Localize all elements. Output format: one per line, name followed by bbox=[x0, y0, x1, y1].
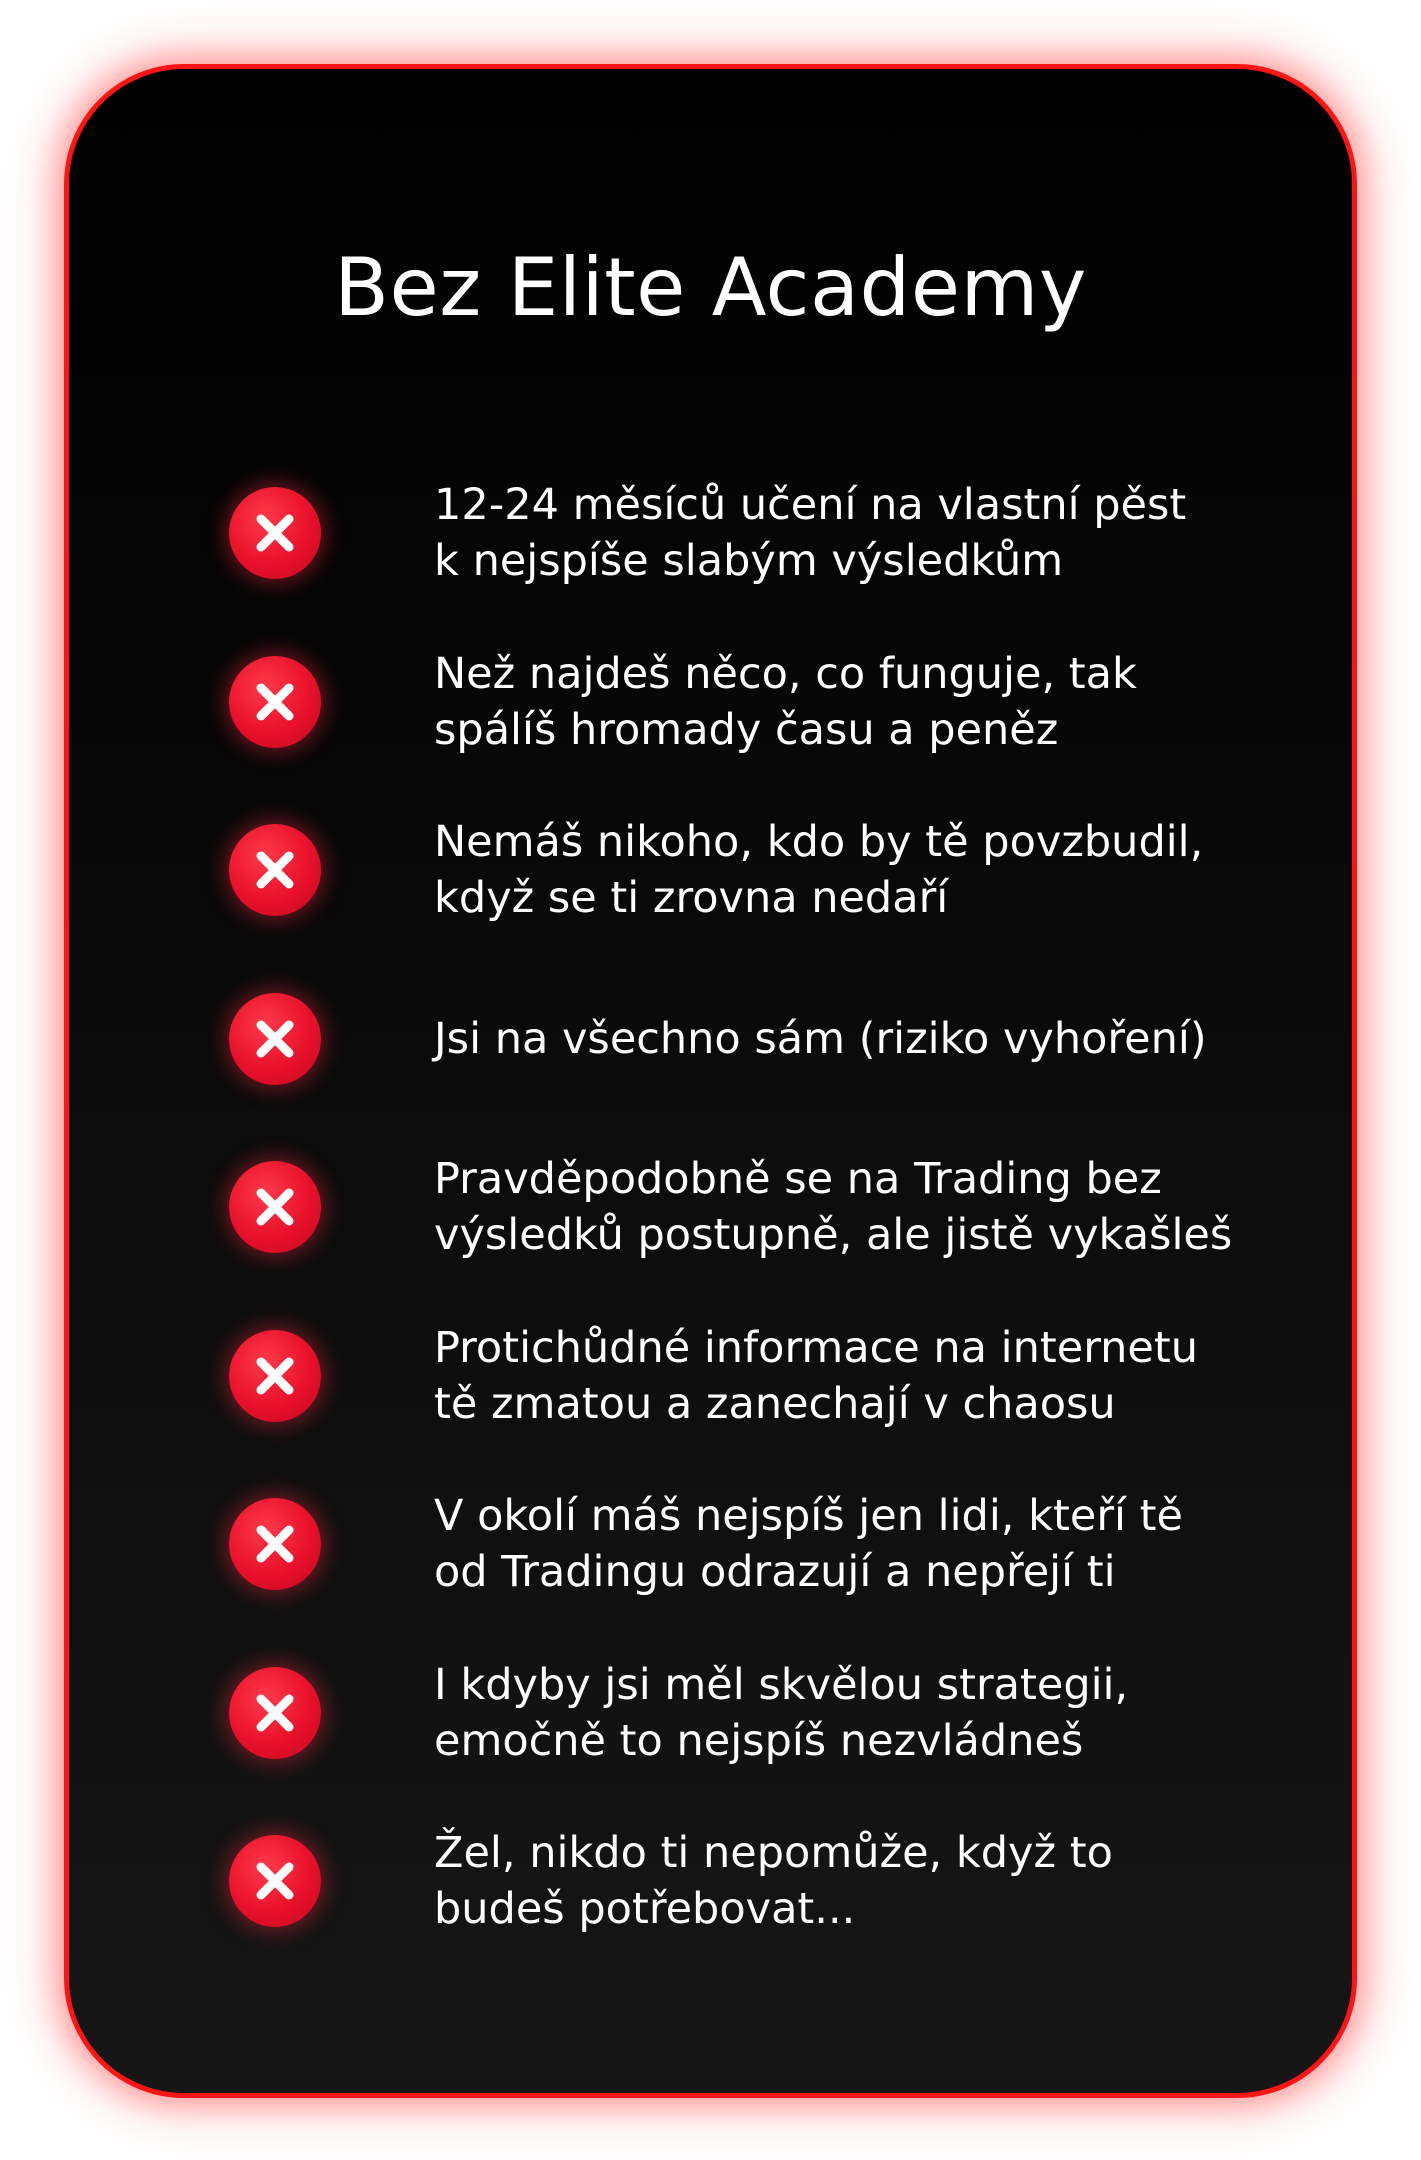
x-mark-icon bbox=[229, 1498, 321, 1590]
list-item-line: V okolí máš nejspíš jen lidi, kteří tě bbox=[434, 1491, 1183, 1542]
list-item-text bbox=[434, 1657, 1334, 1769]
list-item-line: Jsi na všechno sám (riziko vyhoření) bbox=[434, 1013, 1207, 1064]
list-item-line: výsledků postupně, ale jistě vykašleš bbox=[434, 1210, 1233, 1261]
x-mark-icon bbox=[229, 1330, 321, 1422]
list-item-line: emočně to nejspíš nezvládneš bbox=[434, 1715, 1084, 1766]
list-item-line: spálíš hromady času a peněz bbox=[434, 704, 1059, 755]
card-title: Bez Elite Academy bbox=[334, 241, 1087, 334]
list-item-line: Než najdeš něco, co funguje, tak bbox=[434, 648, 1137, 699]
drawbacks-list bbox=[229, 449, 1299, 1966]
comparison-card bbox=[64, 64, 1357, 2098]
list-item bbox=[229, 1292, 1299, 1461]
list-item bbox=[229, 1629, 1299, 1798]
list-item-line: k nejspíše slabým výsledkům bbox=[434, 536, 1064, 587]
list-item bbox=[229, 1123, 1299, 1292]
x-mark-icon bbox=[229, 824, 321, 916]
list-item bbox=[229, 449, 1299, 618]
list-item-text bbox=[434, 646, 1334, 758]
x-mark-icon bbox=[229, 1161, 321, 1253]
list-item-line: budeš potřebovat... bbox=[434, 1884, 856, 1935]
list-item-line: tě zmatou a zanechají v chaosu bbox=[434, 1378, 1116, 1429]
list-item-line: I kdyby jsi měl skvělou strategii, bbox=[434, 1659, 1129, 1710]
list-item-text bbox=[434, 814, 1334, 926]
list-item bbox=[229, 1460, 1299, 1629]
list-item bbox=[229, 786, 1299, 955]
list-item-text bbox=[434, 1151, 1334, 1263]
list-item bbox=[229, 955, 1299, 1124]
x-mark-icon bbox=[229, 993, 321, 1085]
list-item-line: Žel, nikdo ti nepomůže, když to bbox=[434, 1828, 1113, 1879]
list-item-line: když se ti zrovna nedaří bbox=[434, 873, 949, 924]
list-item-text bbox=[434, 477, 1334, 589]
list-item bbox=[229, 618, 1299, 787]
x-mark-icon bbox=[229, 1835, 321, 1927]
list-item-line: 12-24 měsíců učení na vlastní pěst bbox=[434, 480, 1187, 531]
list-item bbox=[229, 1797, 1299, 1966]
list-item-line: Nemáš nikoho, kdo by tě povzbudil, bbox=[434, 817, 1204, 868]
list-item-line: od Tradingu odrazují a nepřejí ti bbox=[434, 1547, 1116, 1598]
list-item-text bbox=[434, 1011, 1334, 1067]
list-item-text bbox=[434, 1320, 1334, 1432]
x-mark-icon bbox=[229, 656, 321, 748]
list-item-text bbox=[434, 1825, 1334, 1937]
list-item-text bbox=[434, 1488, 1334, 1600]
x-mark-icon bbox=[229, 1667, 321, 1759]
list-item-line: Pravděpodobně se na Trading bez bbox=[434, 1154, 1162, 1205]
x-mark-icon bbox=[229, 487, 321, 579]
list-item-line: Protichůdné informace na internetu bbox=[434, 1322, 1198, 1373]
